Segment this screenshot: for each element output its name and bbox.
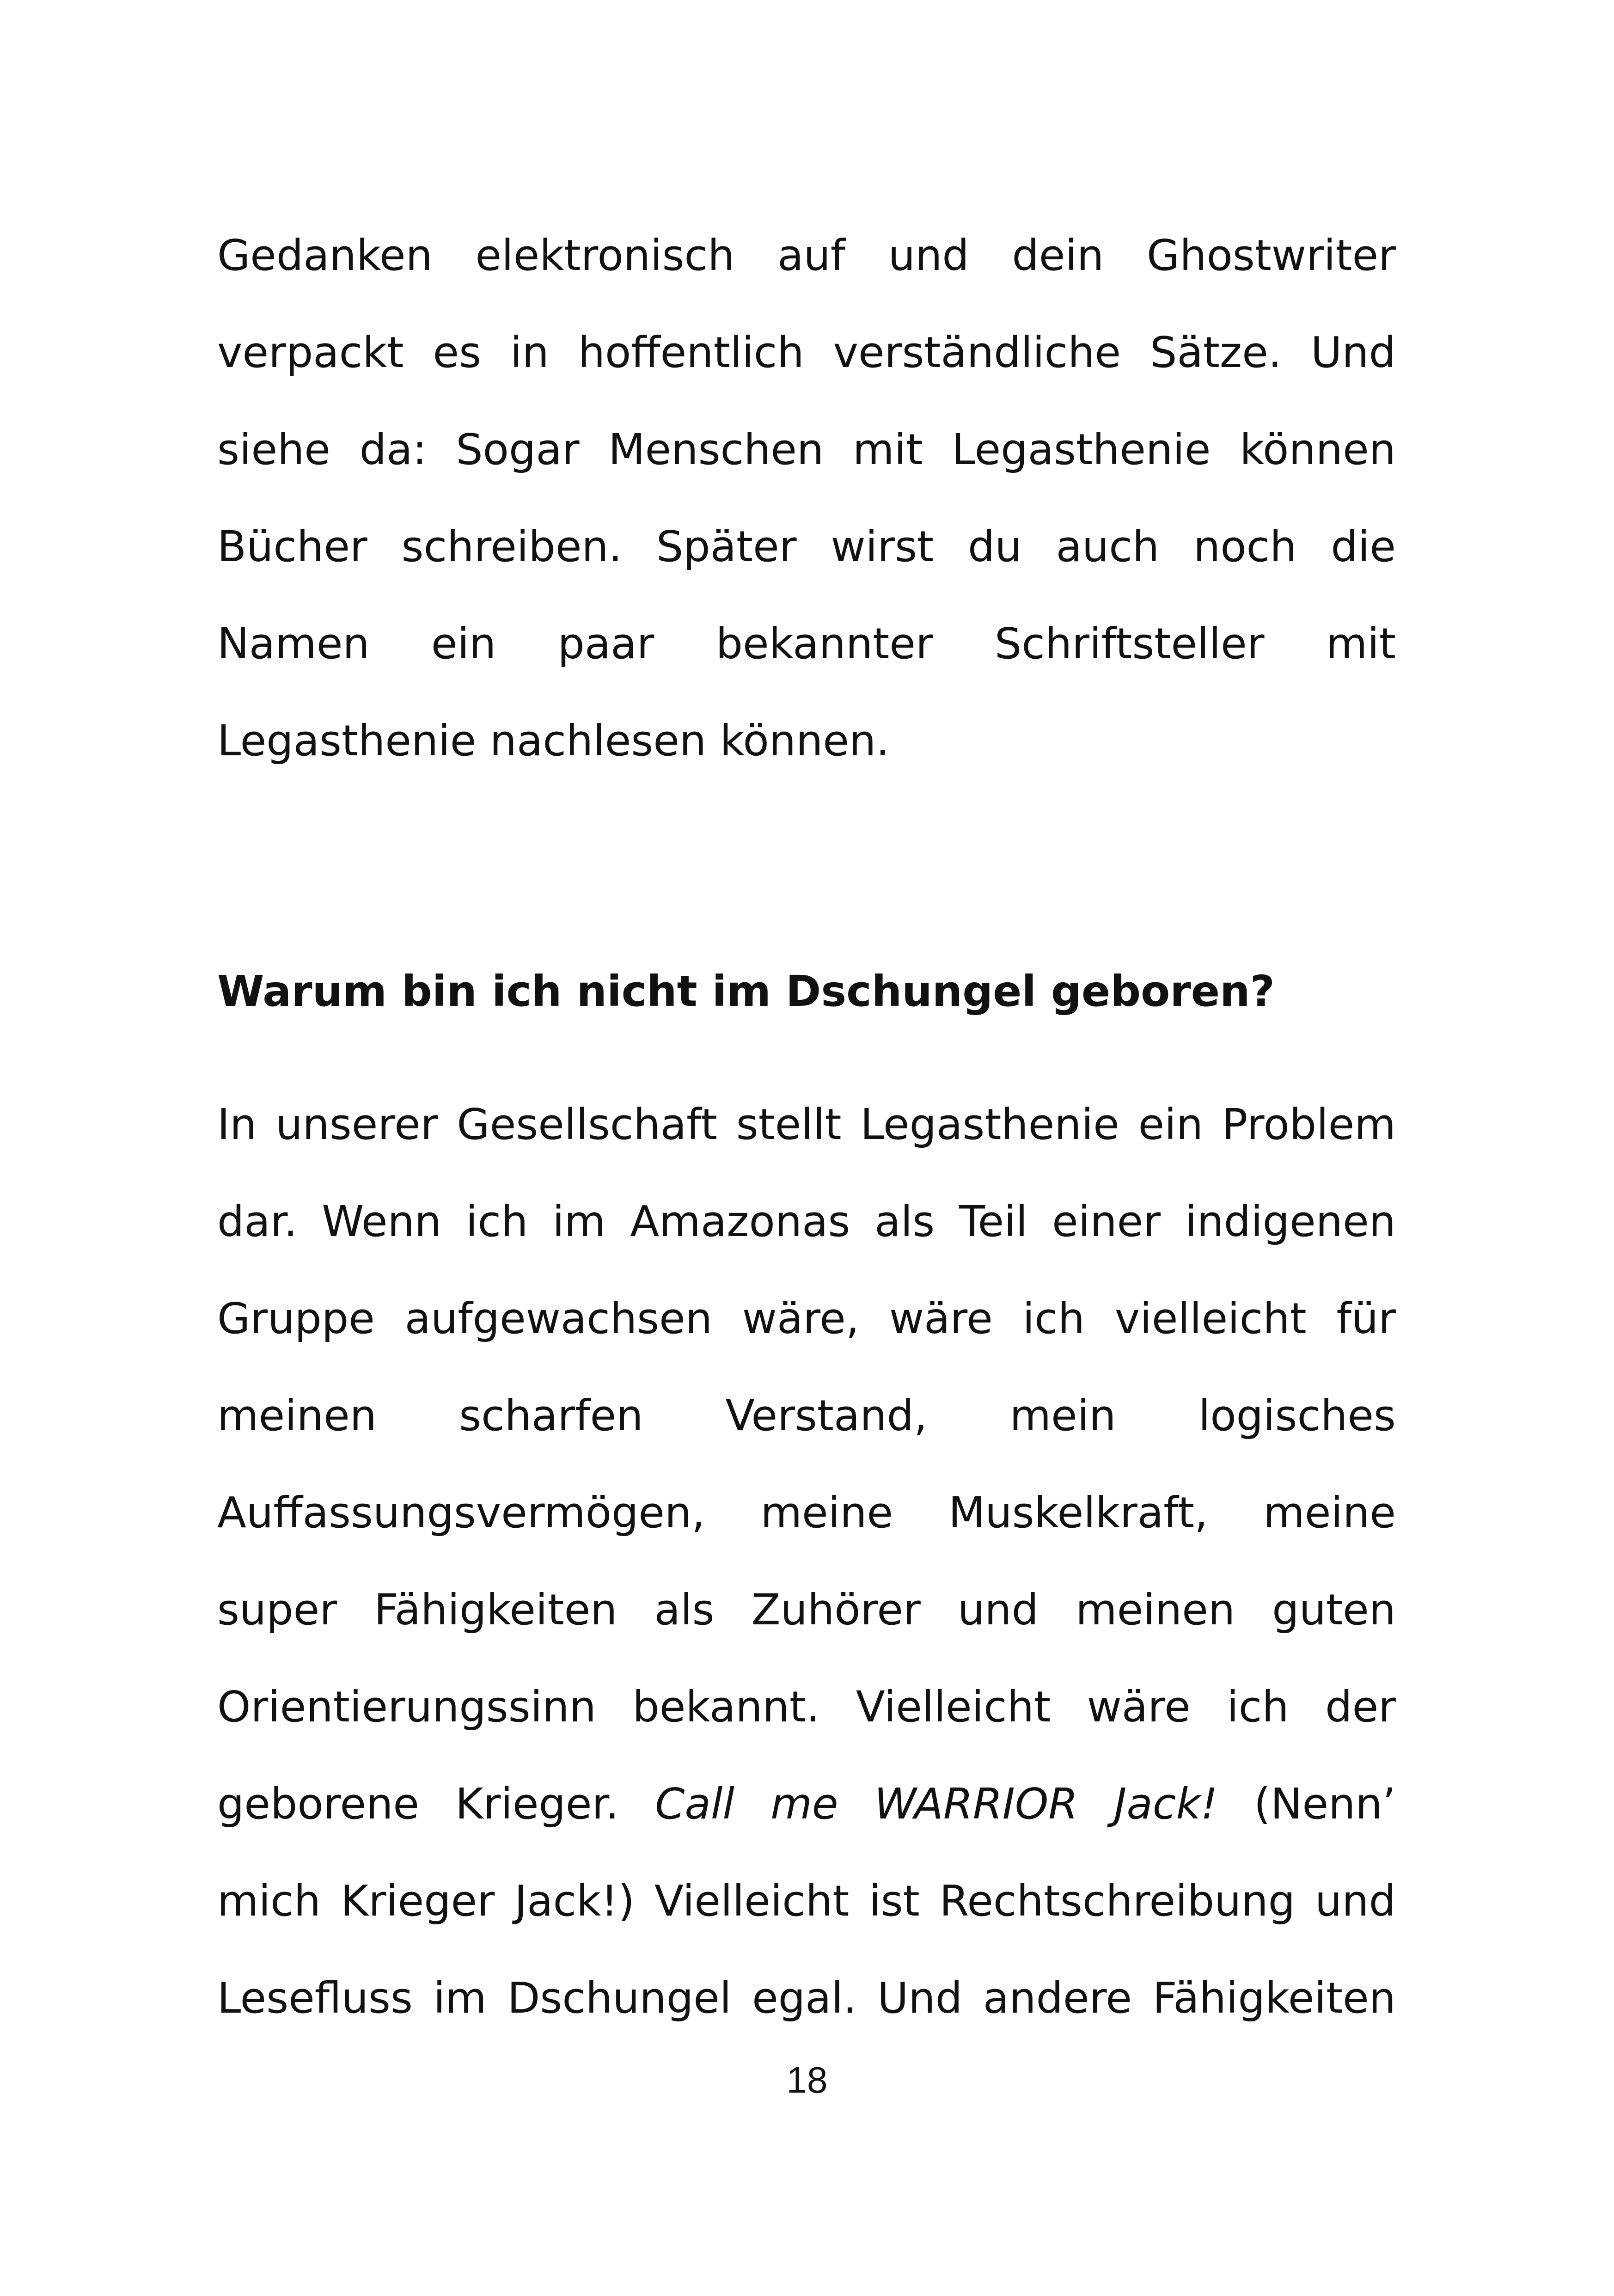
paragraph-line: In unserer Gesellschaft stellt Legasthenie ein Problem [217,1100,1396,1149]
paragraph-line: Legasthenie nachlesen können. [217,716,890,765]
paragraph-line: Gruppe aufgewachsen wäre, wäre ich vielleicht für [217,1294,1396,1343]
paragraph-line: mich Krieger Jack!) Vielleicht ist Rechtschreibung und [217,1876,1396,1926]
italic-quote: Call me WARRIOR Jack! [655,1779,1218,1829]
line-text-before: geborene Krieger. [217,1779,655,1829]
paragraph-line: Gedanken elektronisch auf und dein Ghostwriter [217,231,1396,280]
paragraph-line: siehe da: Sogar Menschen mit Legasthenie können [217,425,1396,474]
paragraph-line: Orientierungssinn bekannt. Vielleicht wäre ich der [217,1682,1396,1732]
section-heading: Warum bin ich nicht im Dschungel geboren? [217,967,1275,1016]
paragraph-line: Auffassungsvermögen, meine Muskelkraft, meine [217,1488,1396,1537]
paragraph-line: Bücher schreiben. Später wirst du auch noch die [217,522,1396,571]
paragraph-2 [217,1076,1396,2047]
paragraph-line: dar. Wenn ich im Amazonas als Teil einer indigenen [217,1197,1396,1246]
paragraph-line: verpackt es in hoffentlich verständliche Sätze. Und [217,328,1396,377]
paragraph-line: meinen scharfen Verstand, mein logisches [217,1391,1396,1440]
paragraph-line: Lesefluss im Dschungel egal. Und andere Fähigkeiten [217,1973,1396,2023]
line-text-after: (Nenn’ [1217,1779,1396,1829]
paragraph-line-mixed [217,1756,1396,1853]
paragraph-line: Namen ein paar bekannter Schriftsteller mit [217,619,1396,668]
page-number: 18 [786,2059,828,2100]
paragraph-1 [217,207,1396,790]
paragraph-line: super Fähigkeiten als Zuhörer und meinen guten [217,1585,1396,1635]
